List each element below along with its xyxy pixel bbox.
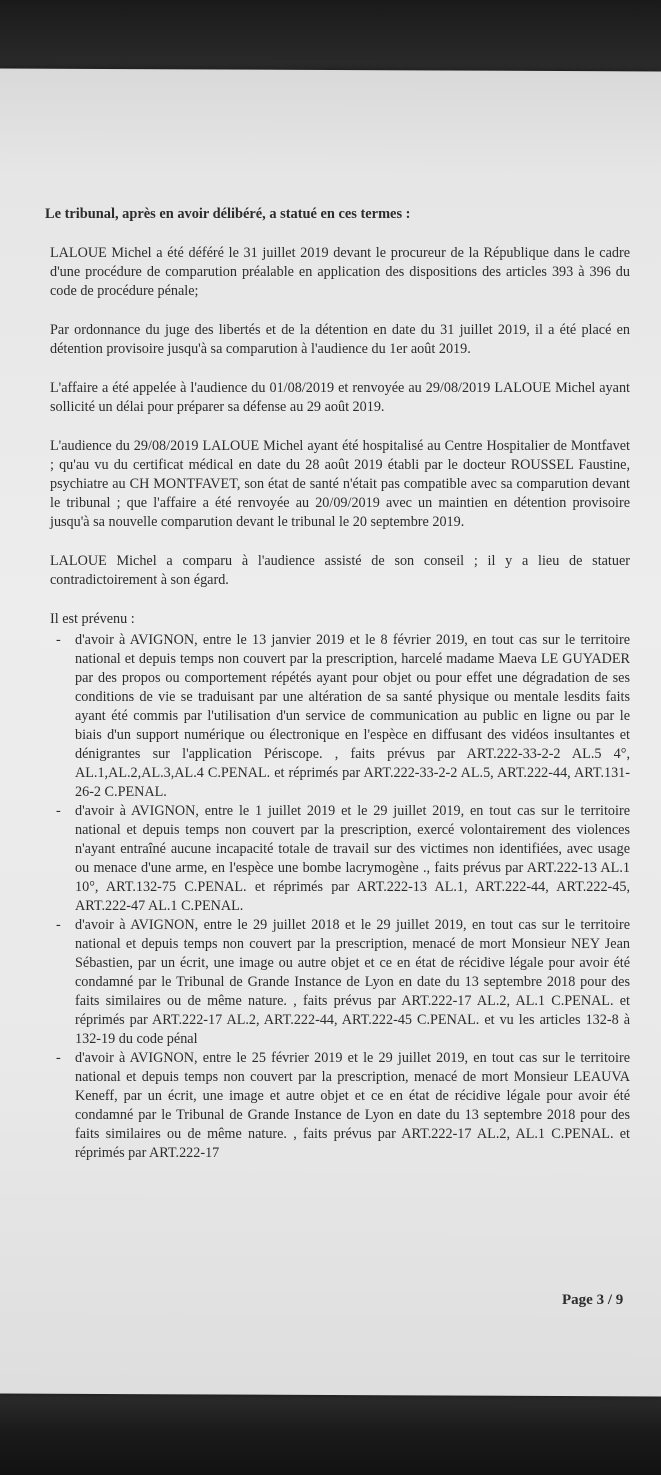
dash-bullet-icon: - (56, 803, 61, 819)
dash-bullet-icon: - (56, 917, 61, 933)
charge-item (40, 916, 630, 1049)
paragraph-appearance: LALOUE Michel a comparu à l'audience assisté de son conseil ; il y a lieu de statuer contradictoirement à son égard. (50, 553, 630, 588)
charge-item (40, 631, 630, 802)
photo-background-bottom (0, 1390, 661, 1475)
charge-text: d'avoir à AVIGNON, entre le 13 janvier 2019 et le 8 février 2019, en tout cas sur le territoire national et depuis temps non couvert par la prescription, harcelé madame Maeva LE GUYADER par des propos ou comportement répétés ayant pour objet ou pour effet une dégradation de ses conditions de vie se traduisant par une altération de sa santé physique ou mentale lesdits faits ayant été commis par l'utilisation d'un service de communication au public en ligne ou par le biais d'un support numérique ou électronique en l'espèce en diffusant des vidéos insultantes et dénigrantes sur l'application Périscope. , faits prévus par ART.222-33-2-2 AL.5 4°, AL.1,AL.2,AL.3,AL.4 C.PENAL. et réprimés par ART.222-33-2-2 AL.5, ART.222-44, ART.131-26-2 C.PENAL. (75, 632, 630, 800)
paragraph-adjournment: L'affaire a été appelée à l'audience du 01/08/2019 et renvoyée au 29/08/2019 LALOUE Michel ayant sollicité un délai pour préparer sa défense au 29 août 2019. (50, 380, 630, 415)
charge-item (40, 802, 630, 916)
charges-list (40, 631, 630, 1163)
dash-bullet-icon: - (56, 1050, 61, 1066)
document-body (40, 205, 630, 1163)
page-number: Page 3 / 9 (562, 1292, 624, 1308)
charge-text: d'avoir à AVIGNON, entre le 25 février 2019 et le 29 juillet 2019, en tout cas sur le territoire national et depuis temps non couvert par la prescription, menacé de mort Monsieur LEAUVA Keneff, par un écrit, une image et autre objet et ce en état de récidive légale pour avoir été condamné par le Tribunal de Grande Instance de Lyon en date du 13 septembre 2018 pour des faits similaires ou de même nature. , faits prévus par ART.222-17 AL.2, AL.1 C.PENAL. et réprimés par ART.222-17 (75, 1050, 630, 1161)
document-heading: Le tribunal, après en avoir délibéré, a statué en ces termes : (45, 206, 411, 222)
paragraph-deferral: LALOUE Michel a été déféré le 31 juillet 2019 devant le procureur de la République dans le cadre d'une procédure de comparution préalable en application des dispositions des articles 393 à 396 du code de procédure pénale; (50, 245, 630, 299)
charge-text: d'avoir à AVIGNON, entre le 1 juillet 2019 et le 29 juillet 2019, en tout cas sur le territoire national et depuis temps non couvert par la prescription, exercé volontairement des violences n'ayant entraîné aucune incapacité totale de travail sur des victimes non identifiées, avec usage ou menace d'une arme, en l'espèce une bombe lacrymogène ., faits prévus par ART.222-13 AL.1 10°, ART.132-75 C.PENAL. et réprimés par ART.222-13 AL.1, ART.222-44, ART.222-45, ART.222-47 AL.1 C.PENAL. (75, 803, 630, 914)
charge-text: d'avoir à AVIGNON, entre le 29 juillet 2018 et le 29 juillet 2019, en tout cas sur le territoire national et depuis temps non couvert par la prescription, menacé de mort Monsieur NEY Jean Sébastien, par un écrit, une image ou autre objet et ce en état de récidive légale pour avoir été condamné par le Tribunal de Grande Instance de Lyon en date du 13 septembre 2018 pour des faits similaires ou de même nature. , faits prévus par ART.222-17 AL.2, AL.1 C.PENAL. et réprimés par ART.222-17 AL.2, ART.222-44, ART.222-45 C.PENAL. et vu les articles 132-8 à 132-19 du code pénal (75, 917, 630, 1047)
paragraph-detention-order: Par ordonnance du juge des libertés et de la détention en date du 31 juillet 2019, il a été placé en détention provisoire jusqu'à sa comparution à l'audience du 1er août 2019. (50, 322, 630, 357)
paragraph-hospitalisation: L'audience du 29/08/2019 LALOUE Michel ayant été hospitalisé au Centre Hospitalier de Montfavet ; qu'au vu du certificat médical en date du 28 août 2019 établi par le docteur ROUSSEL Faustine, psychiatre au CH MONTFAVET, son état de santé n'était pas compatible avec sa comparution devant le tribunal ; que l'affaire a été renvoyée au 20/09/2019 avec un maintien en détention provisoire jusqu'à sa nouvelle comparution devant le tribunal le 20 septembre 2019. (50, 438, 630, 530)
charges-title: Il est prévenu : (50, 611, 135, 627)
charge-item (40, 1049, 630, 1163)
dash-bullet-icon: - (56, 632, 61, 648)
